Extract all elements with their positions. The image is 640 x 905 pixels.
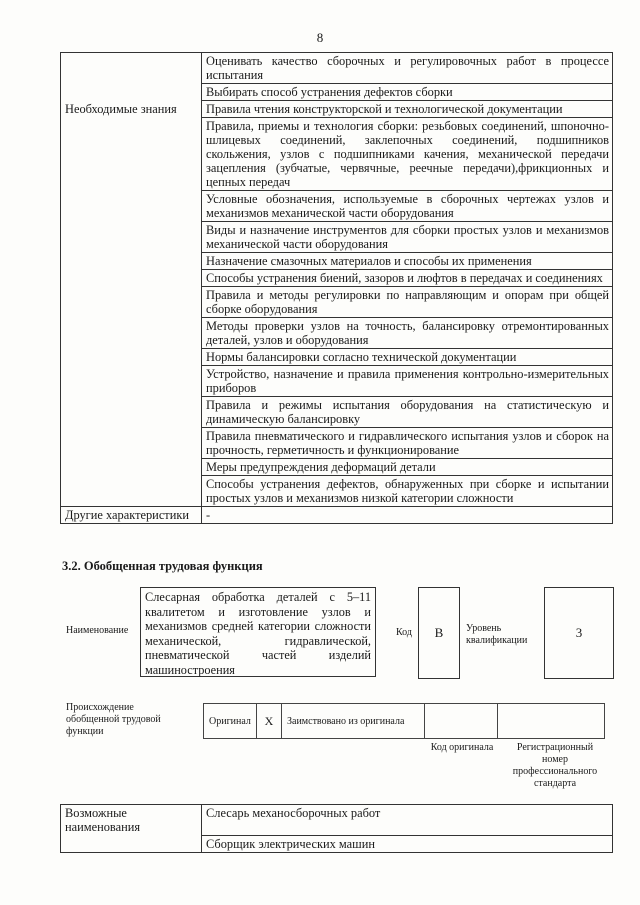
- empty-label-cell: [61, 222, 202, 253]
- original-label: Оригинал: [204, 704, 257, 739]
- knowledge-label: Необходимые знания: [61, 101, 202, 118]
- empty-label-cell: [61, 397, 202, 428]
- skill-row: Оценивать качество сборочных и регулировочных работ в процессе испытания: [202, 53, 613, 84]
- knowledge-row: Способы устранения биений, зазоров и люфтов в передачах и соединениях: [202, 270, 613, 287]
- level-value: 3: [544, 587, 614, 679]
- empty-label-cell: [61, 366, 202, 397]
- skill-row: Выбирать способ устранения дефектов сборки: [202, 84, 613, 101]
- empty-label-cell: [61, 270, 202, 287]
- section-title: 3.2. Обобщенная трудовая функция: [62, 559, 263, 573]
- borrowed-label: Заимствовано из оригинала: [282, 704, 425, 739]
- possible-name-row: Сборщик электрических машин: [202, 835, 613, 852]
- name-label: Наименование: [66, 625, 129, 636]
- knowledge-row: Меры предупреждения деформаций детали: [202, 459, 613, 476]
- empty-label-cell: [61, 318, 202, 349]
- other-value: -: [202, 507, 613, 524]
- knowledge-row: Правила, приемы и технология сборки: резьбовых соединений, шпоночно-шлицевых соединений, заклепочных соединений, подшипников скольжения, узлов с подшипниками качения, механической передачи зацепления (зубчатые, червячные, реечные передачи),фрикционных и цепных передач: [202, 118, 613, 191]
- other-label: Другие характеристики: [61, 507, 202, 524]
- empty-label-cell: [61, 349, 202, 366]
- origin-table: [203, 703, 605, 739]
- knowledge-row: Виды и назначение инструментов для сборки простых узлов и механизмов механической части оборудования: [202, 222, 613, 253]
- page-number: 8: [316, 30, 324, 45]
- empty-label-cell: [61, 428, 202, 459]
- knowledge-row: Способы устранения дефектов, обнаруженных при сборке и испытании простых узлов и механизмов низкой категории сложности: [202, 476, 613, 507]
- caption-registration: Регистрационный номер профессионального стандарта: [512, 742, 598, 789]
- empty-label-cell: [61, 118, 202, 191]
- code-label: Код: [396, 627, 412, 638]
- registration-cell: [498, 704, 605, 739]
- knowledge-row: Назначение смазочных материалов и способы их применения: [202, 253, 613, 270]
- empty-label-cell: [61, 476, 202, 507]
- knowledge-row: Методы проверки узлов на точность, балансировку отремонтированных деталей, узлов и оборудования: [202, 318, 613, 349]
- caption-code: Код оригинала: [430, 742, 494, 753]
- knowledge-row: Условные обозначения, используемые в сборочных чертежах узлов и механизмов механической части оборудования: [202, 191, 613, 222]
- knowledge-row: Нормы балансировки согласно технической документации: [202, 349, 613, 366]
- empty-label-cell: [61, 253, 202, 270]
- original-mark: X: [257, 704, 282, 739]
- empty-label-cell: [61, 191, 202, 222]
- knowledge-row: Правила и методы регулировки по направляющим и опорам при общей сборке оборудования: [202, 287, 613, 318]
- knowledge-row: Правила чтения конструкторской и технологической документации: [202, 101, 613, 118]
- empty-label-cell: [61, 835, 202, 852]
- function-name: Слесарная обработка деталей с 5–11 квалитетом и изготовление узлов и механизмов средней категории сложности механической, гидравлической, пневматической частей изделий машиностроения: [140, 587, 376, 677]
- empty-label-cell: [61, 459, 202, 476]
- possible-names-label: Возможные наименования: [61, 805, 202, 836]
- knowledge-row: Правила и режимы испытания оборудования на статистическую и динамическую балансировку: [202, 397, 613, 428]
- knowledge-row: Устройство, назначение и правила применения контрольно-измерительных приборов: [202, 366, 613, 397]
- empty-label-cell: [61, 84, 202, 101]
- knowledge-table: [60, 52, 613, 524]
- empty-label-cell: [61, 287, 202, 318]
- possible-name-row: Слесарь механосборочных работ: [202, 805, 613, 836]
- code-value: B: [418, 587, 460, 679]
- possible-names-table: [60, 804, 613, 853]
- knowledge-row: Правила пневматического и гидравлического испытания узлов и сборок на прочность, герметичность и функционирование: [202, 428, 613, 459]
- origin-label: Происхождение обобщенной трудовой функции: [66, 702, 161, 737]
- origin-code-cell: [425, 704, 498, 739]
- empty-label-cell: [61, 53, 202, 84]
- level-label: Уровень квалификации: [466, 623, 528, 646]
